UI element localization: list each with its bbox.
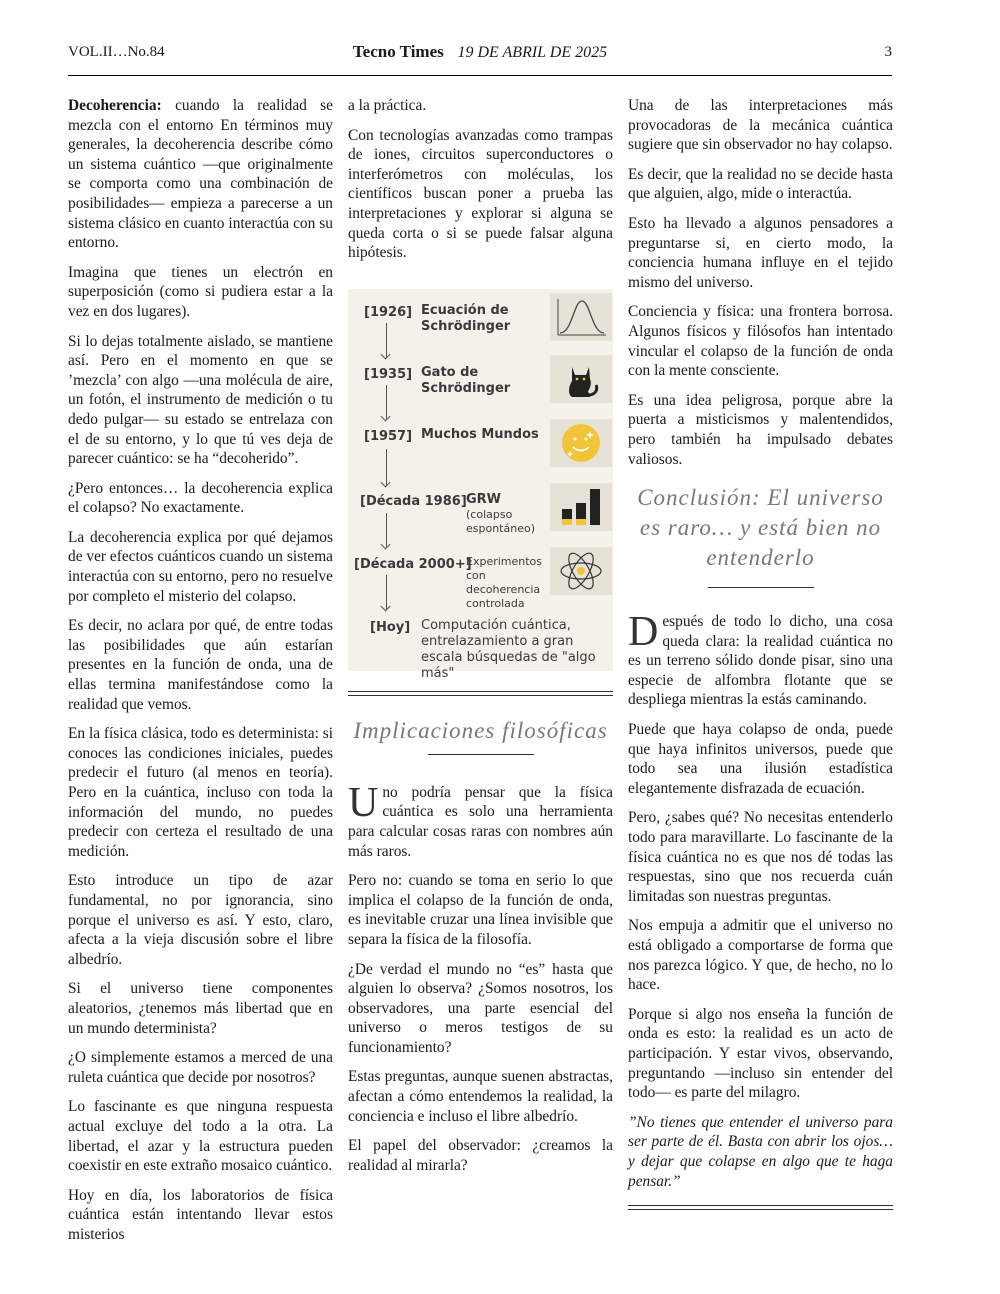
bar-chart-icon [550,483,612,531]
timeline-arrow [386,513,387,547]
paragraph: Pero, ¿sabes qué? No necesitas entenderlo todo para maravillarte. Lo fascinante de la física cuántica no es que nos dé todas las respuestas, sino que nos recuerda cuán limitadas son nuestras preguntas. [628,809,893,905]
timeline-arrow [386,323,387,357]
paragraph: ¿O simplemente estamos a merced de una ruleta cuántica que decide por nosotros? [68,1049,333,1086]
timeline-label: GRW [466,491,502,507]
end-divider [628,1205,893,1210]
timeline-year: [Década 2000+] [354,556,472,572]
paragraph: Si el universo tiene componentes aleatorios, ¿tenemos más libertad que en un mundo determinista? [68,980,333,1037]
timeline-figure [348,289,613,681]
paragraph: ¿Pero entonces… la decoherencia explica el colapso? No exactamente. [68,479,333,517]
drop-cap: D [628,609,659,656]
paragraph: ¿De verdad el mundo no “es” hasta que alguien lo observa? ¿Somos nosotros, los observadores, una parte esencial del universo o meros testigos de su funcionamiento? [348,960,613,1056]
timeline-sublabel: (colapso espontáneo) [466,507,535,535]
paragraph: Porque si algo nos enseña la función de onda es esto: la realidad es un acto de participación. Y estar vivos, observando, preguntando —incluso sin entender del todo— es parte del milagro. [628,1005,893,1102]
timeline-year: [Hoy] [370,619,411,635]
timeline-arrow [386,385,387,419]
page-header [68,40,892,66]
section-divider [348,691,613,696]
paragraph: Es decir, no aclara por qué, de entre todas las posibilidades que aún estarían presentes en la función de onda, una de ellas termina manifestándose como la realidad que vemos. [68,617,333,713]
timeline-year: [1957] [364,428,413,444]
timeline-label: Gato de Schrödinger [421,364,511,396]
drop-cap: U [348,779,379,826]
timeline-arrow [386,575,387,609]
paragraph-text: espués de todo lo dicho, una cosa queda clara: la realidad cuántica no es un terreno sólido donde pisar, sino una especie de alfombra flotante que se despliega mientras la estás caminando. [628,613,893,709]
paragraph [628,609,893,710]
issue-date: 19 DE ABRIL DE 2025 [457,44,608,61]
section-title: Conclusión: El universo es raro… y está bien no entenderlo [637,485,884,571]
paragraph: Nos empuja a admitir que el universo no está obligado a comportarse de forma que nos parezca lógico. Y que, de hecho, no lo hace. [628,917,893,994]
masthead [68,42,892,62]
paragraph [68,96,333,253]
paragraph: Pero no: cuando se toma en serio lo que implica el colapso de la función de onda, es inevitable cruzar una línea invisible que separa la física de la filosofía. [348,872,613,948]
paragraph-text: no podría pensar que la física cuántica es solo una herramienta para calcular cosas raras con nombres aún más raros. [348,783,613,860]
timeline-sublabel: Experimentos con decoherencia controlada [466,554,543,610]
timeline-label: Muchos Mundos [421,426,539,442]
paragraph: Hoy en día, los laboratorios de física cuántica están intentando llevar estos misterios [68,1186,333,1243]
paragraph: Es decir, que la realidad no se decide hasta que alguien, algo, mide o interactúa. [628,165,893,203]
timeline-label: Ecuación de Schrödinger [421,302,511,334]
closing-quote: ”No tienes que entender el universo para ser parte de él. Basta con abrir los ojos… y dejar que colapse en algo que te haga pensar.” [628,1113,893,1190]
title-underline [708,587,814,588]
paragraph: Si lo dejas totalmente aislado, se mantiene así. Pero en el momento en que se ’mezcla’ con algo —una molécula de aire, un fotón, el instrumento de medición o tu dedo pulgar— su estado se entrelaza con el de su entorno, y lo que tú ves deja de parecer cuántico: se ha “decoherido”. [68,332,333,468]
paragraph: El papel del observador: ¿creamos la realidad al mirarla? [348,1137,613,1174]
timeline-year: [1926] [364,304,413,320]
paragraph: Imagina que tienes un electrón en superposición (como si pudiera estar a la vez en dos lugares). [68,263,333,320]
atom-icon [550,547,612,595]
paragraph [348,779,613,861]
bell-curve-icon [550,293,612,341]
cat-icon [550,355,612,403]
paragraph: La decoherencia explica por qué dejamos de ver efectos cuánticos cuando un sistema interactúa con su entorno, pero no resuelve por completo el misterio del colapso. [68,528,333,605]
timeline-label-group [466,492,550,536]
title-underline [428,754,534,755]
paragraph: Una de las interpretaciones más provocadoras de la mecánica cuántica sugiere que sin observador no hay colapso. [628,97,893,154]
timeline-year: [1935] [364,366,413,382]
timeline-year: [Década 1986] [360,493,467,509]
paragraph: Estas preguntas, aunque suenen abstractas, afectan a cómo entendemos la realidad, la conciencia e incluso el libre albedrío. [348,1068,613,1125]
paragraph: Esto introduce un tipo de azar fundamental, no por ignorancia, sino porque el universo es así. Y esto, claro, afecta a la vieja discusión sobre el libre albedrío. [68,872,333,968]
paragraph: Es una idea peligrosa, porque abre la puerta a misticismos y malentendidos, pero también ha impulsado debates valiosos. [628,391,893,468]
paragraph: Lo fascinante es que ninguna respuesta actual excluye del todo a la otra. La libertad, el azar y la estructura pueden coexistir en este extraño mosaico cuántico. [68,1098,333,1175]
term-heading: Decoherencia: [68,97,162,114]
paragraph: a la práctica. [348,97,427,114]
sparkle-face-icon [550,419,612,467]
paragraph: Con tecnologías avanzadas como trampas de iones, circuitos superconductores o interferómetros con moléculas, los científicos buscan poner a prueba las interpretaciones y explorar si alguna se queda corta o si se puede falsar alguna hipótesis. [348,126,613,262]
paragraph: En la física clásica, todo es determinista: si conoces las condiciones iniciales, puedes predecir el futuro (al menos en teoría). Pero en la cuántica, incluso con toda la información del mundo, no puedes predecir con certeza el resultado de una medición. [68,725,333,860]
timeline-label: Computación cuántica, entrelazamiento a gran escala búsquedas de "algo más" [421,617,596,681]
section-title: Implicaciones filosóficas [353,717,608,743]
header-rule [68,75,892,76]
page-number: 3 [884,44,892,60]
newspaper-name: Tecno Times [352,42,444,61]
column-2 [348,96,613,1185]
paragraph: Esto ha llevado a algunos pensadores a preguntarse si, en cierto modo, la conciencia humana influye en el tejido mismo del universo. [628,214,893,291]
column-3 [628,96,893,1210]
paragraph-text: cuando la realidad se mezcla con el entorno En términos muy generales, la decoherencia describe cómo un sistema cuántico —que originalmente se comporta como una combinación de posibilidades— empieza a parecerse a un sistema clásico en cuanto interactúa con su entorno. [68,97,333,252]
paragraph: Conciencia y física: una frontera borrosa. Algunos físicos y filósofos han intentado vincular el colapso de la función de onda con la mente consciente. [628,303,893,380]
timeline-arrow [386,449,387,485]
paragraph: Puede que haya colapso de onda, puede que haya infinitos universos, puede que todo sea una ilusión estadística elegantemente disfrazada de ecuación. [628,721,893,797]
column-1 [68,96,333,1254]
volume-number: VOL.II…No.84 [68,44,165,60]
